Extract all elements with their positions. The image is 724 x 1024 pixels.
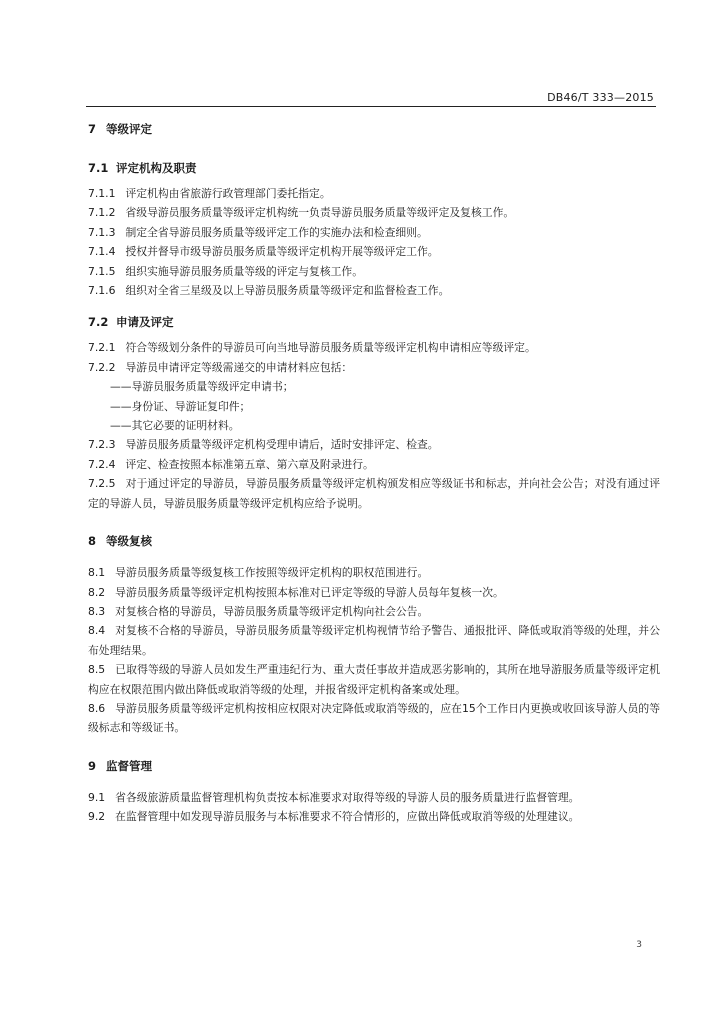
subsection-heading-7-2 — [88, 311, 660, 333]
clause-8-3: 8.3 对复核合格的导游员，导游员服务质量等级评定机构向社会公告。 — [88, 604, 429, 618]
clause-7-2-1: 7.2.1 符合等级划分条件的导游员可向当地导游员服务质量等级评定机构申请相应等级评定。 — [88, 341, 536, 355]
clause-7-1-1: 7.1.1 评定机构由省旅游行政管理部门委托指定。 — [88, 187, 331, 200]
section-heading-8 — [88, 530, 660, 552]
document-code: DB46/T 333—2015 — [547, 91, 654, 104]
material-item: ——其它必要的证明材料。 — [110, 419, 240, 433]
clause-7-1-2: 7.1.2 省级导游员服务质量等级评定机构统一负责导游员服务质量等级评定及复核工作。 — [88, 206, 515, 220]
clause-7-1-6: 7.1.6 组织对全省三星级及以上导游员服务质量等级评定和监督检查工作。 — [88, 284, 450, 298]
section-heading-9 — [88, 755, 660, 777]
section-title: 监督管理 — [106, 758, 152, 773]
document-body — [88, 118, 660, 827]
clause-7-2-2: 7.2.2 导游员申请评定等级需递交的申请材料应包括： — [88, 360, 353, 374]
section-number: 9 — [88, 758, 97, 773]
clause-8-4: 8.4 对复核不合格的导游员，导游员服务质量等级评定机构视情节给予警告、通报批评、降低或取消等级的处理，并公布处理结果。 — [88, 624, 660, 657]
clause-7-1-3: 7.1.3 制定全省导游员服务质量等级评定工作的实施办法和检查细则。 — [88, 225, 428, 239]
clause-7-2-4: 7.2.4 评定、检查按照本标准第五章、第六章及附录进行。 — [88, 457, 374, 471]
subsection-number: 7.2 — [88, 315, 109, 330]
clause-8-2: 8.2 导游员服务质量等级评定机构按照本标准对已评定等级的导游人员每年复核一次。 — [88, 585, 504, 599]
section-title: 等级复核 — [106, 534, 152, 549]
section-number: 8 — [88, 534, 97, 549]
clause-7-1-5: 7.1.5 组织实施导游员服务质量等级的评定与复核工作。 — [88, 264, 364, 278]
clause-7-2-3: 7.2.3 导游员服务质量等级评定机构受理申请后，适时安排评定、检查。 — [88, 438, 439, 452]
material-item: ——身份证、导游证复印件； — [110, 399, 251, 413]
subsection-number: 7.1 — [88, 161, 109, 175]
subsection-title: 申请及评定 — [116, 315, 174, 330]
subsection-heading-7-1 — [88, 157, 660, 179]
clause-7-2-5: 7.2.5 对于通过评定的导游员，导游员服务质量等级评定机构颁发相应等级证书和标志，并向社会公告；对没有通过评定的导游人员，导游员服务质量等级评定机构应给予说明。 — [88, 477, 660, 510]
clause-8-1: 8.1 导游员服务质量等级复核工作按照等级评定机构的职权范围进行。 — [88, 566, 429, 580]
subsection-title: 评定机构及职责 — [116, 161, 197, 175]
clause-8-6: 8.6 导游员服务质量等级评定机构按相应权限对决定降低或取消等级的，应在15个工作日内更换或收回该导游人员的等级标志和等级证书。 — [88, 701, 660, 735]
page-number: 3 — [636, 940, 642, 950]
material-item: ——导游员服务质量等级评定申请书； — [110, 380, 294, 394]
section-title: 等级评定 — [106, 122, 152, 136]
clause-9-2: 9.2 在监督管理中如发现导游员服务与本标准要求不符合情形的，应做出降低或取消等级的处理建议。 — [88, 810, 580, 824]
section-number: 7 — [88, 122, 97, 136]
section-heading-7 — [88, 118, 660, 140]
header-divider — [86, 106, 656, 107]
clause-9-1: 9.1 省各级旅游质量监督管理机构负责按本标准要求对取得等级的导游人员的服务质量进行监督管理。 — [88, 790, 580, 804]
clause-8-5: 8.5 已取得等级的导游人员如发生严重违纪行为、重大责任事故并造成恶劣影响的，其所在地导游服务质量等级评定机构应在权限范围内做出降低或取消等级的处理，并报省级评定机构备案或处理。 — [88, 663, 660, 696]
clause-7-1-4: 7.1.4 授权并督导市级导游员服务质量等级评定机构开展等级评定工作。 — [88, 245, 439, 259]
